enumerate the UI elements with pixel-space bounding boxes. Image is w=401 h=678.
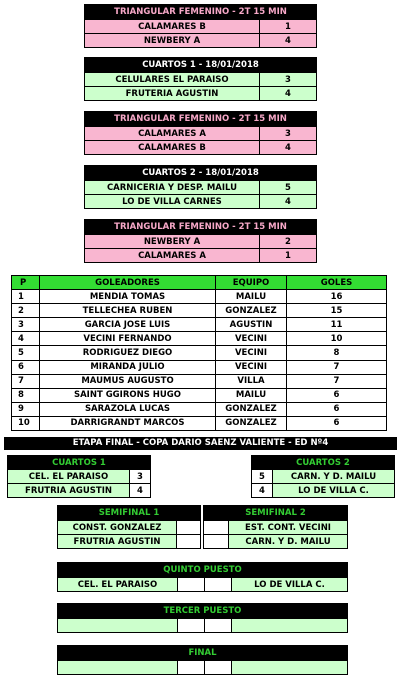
pos-cell: 4 — [12, 332, 40, 346]
team-cell: VILLA — [216, 374, 287, 388]
team-name: NEWBERY A — [85, 235, 260, 248]
match-title: TRIANGULAR FEMENINO - 2T 15 MIN — [84, 111, 317, 127]
pos-cell: 7 — [12, 374, 40, 388]
match-card — [84, 165, 317, 209]
table-row — [12, 346, 387, 360]
bracket-title: SEMIFINAL 2 — [203, 505, 348, 521]
team-score: 5 — [285, 182, 291, 193]
pos-cell: 10 — [12, 416, 40, 430]
name-cell: MIRANDA JULIO — [40, 360, 216, 374]
team-name: EST. CONT. VECINI — [245, 522, 331, 533]
pos-cell: 5 — [12, 346, 40, 360]
goals-cell: 16 — [287, 290, 387, 304]
team-score: 1 — [285, 250, 291, 261]
name-cell: SARAZOLA LUCAS — [40, 402, 216, 416]
bracket-title: TERCER PUESTO — [57, 603, 348, 619]
col-header-team: EQUIPO — [216, 276, 287, 290]
table-row — [12, 402, 387, 416]
team-cell: VECINI — [216, 346, 287, 360]
name-cell: RODRIGUEZ DIEGO — [40, 346, 216, 360]
bracket-title: CUARTOS 2 — [251, 455, 395, 470]
table-row — [12, 416, 387, 430]
team-score: 4 — [285, 142, 291, 153]
bracket-cuartos-1 — [7, 455, 151, 498]
team-name: CALAMARES B — [85, 20, 260, 33]
match-card — [84, 111, 317, 155]
bracket-title: FINAL — [57, 645, 348, 661]
team-score: 3 — [130, 470, 150, 483]
goals-cell: 15 — [287, 304, 387, 318]
match-title: CUARTOS 2 - 18/01/2018 — [84, 165, 317, 181]
team-name: CONST. GONZALEZ — [58, 521, 177, 534]
team-score: 3 — [285, 74, 291, 85]
table-row — [12, 318, 387, 332]
team-cell: GONZALEZ — [216, 416, 287, 430]
team-score — [205, 578, 232, 591]
team-cell: AGUSTIN — [216, 318, 287, 332]
team-name: FRUTERIA AGUSTIN — [85, 87, 260, 100]
team-name: LO DE VILLA C. — [298, 485, 369, 496]
table-row — [12, 290, 387, 304]
pos-cell: 9 — [12, 402, 40, 416]
goals-cell: 7 — [287, 374, 387, 388]
team-score: 4 — [285, 35, 291, 46]
bracket-tercer-puesto — [57, 603, 348, 633]
team-score: 4 — [252, 484, 273, 497]
table-row — [12, 360, 387, 374]
match-title: TRIANGULAR FEMENINO - 2T 15 MIN — [84, 219, 317, 235]
team-score — [177, 521, 200, 534]
team-name: CALAMARES B — [85, 141, 260, 154]
match-title: TRIANGULAR FEMENINO - 2T 15 MIN — [84, 4, 317, 20]
team-name: CALAMARES A — [85, 249, 260, 262]
match-card — [84, 219, 317, 263]
team-name: CARN. Y D. MAILU — [290, 471, 377, 482]
goals-cell: 7 — [287, 360, 387, 374]
team-score — [178, 619, 205, 632]
bracket-quinto-puesto — [57, 562, 348, 592]
pos-cell: 2 — [12, 304, 40, 318]
table-row — [12, 332, 387, 346]
team-score — [205, 661, 232, 674]
pos-cell: 1 — [12, 290, 40, 304]
pos-cell: 8 — [12, 388, 40, 402]
team-score — [177, 535, 200, 548]
team-name: NEWBERY A — [85, 34, 260, 47]
match-card — [84, 4, 317, 48]
team-name — [58, 619, 178, 632]
name-cell: MENDIA TOMAS — [40, 290, 216, 304]
team-score — [178, 661, 205, 674]
team-name: CEL. EL PARAISO — [58, 578, 178, 591]
team-score: 5 — [252, 470, 273, 483]
team-name: CEL. EL PARAISO — [8, 470, 130, 483]
table-row — [12, 388, 387, 402]
name-cell: SAINT GGIRONS HUGO — [40, 388, 216, 402]
team-name — [232, 661, 347, 674]
name-cell: DARRIGRANDT MARCOS — [40, 416, 216, 430]
goals-cell: 8 — [287, 346, 387, 360]
team-name: CARNICERIA Y DESP. MAILU — [85, 181, 260, 194]
bracket-cuartos-2 — [251, 455, 395, 498]
team-name: CELULARES EL PARAISO — [85, 73, 260, 86]
goals-cell: 6 — [287, 402, 387, 416]
goals-cell: 6 — [287, 416, 387, 430]
team-name: FRUTRIA AGUSTIN — [8, 484, 130, 497]
team-score: 4 — [285, 88, 291, 99]
team-score — [178, 578, 205, 591]
table-row — [12, 304, 387, 318]
bracket-semifinal-1 — [57, 505, 201, 549]
bracket-title: SEMIFINAL 1 — [57, 505, 201, 521]
match-title: CUARTOS 1 - 18/01/2018 — [84, 57, 317, 73]
pos-cell: 6 — [12, 360, 40, 374]
team-cell: GONZALEZ — [216, 402, 287, 416]
goals-cell: 10 — [287, 332, 387, 346]
team-name: CARN. Y D. MAILU — [245, 536, 331, 547]
final-stage-title: ETAPA FINAL - COPA DARIO SAENZ VALIENTE - ED Nº4 — [4, 437, 397, 450]
team-score — [205, 619, 232, 632]
col-header-pos: P — [12, 276, 40, 290]
team-score: 1 — [285, 21, 291, 32]
bracket-semifinal-2 — [203, 505, 348, 549]
bracket-title: QUINTO PUESTO — [57, 562, 348, 578]
match-card — [84, 57, 317, 101]
col-header-goals: GOLES — [287, 276, 387, 290]
name-cell: VECINI FERNANDO — [40, 332, 216, 346]
team-cell: MAILU — [216, 290, 287, 304]
team-name: CALAMARES A — [85, 127, 260, 140]
team-score: 4 — [285, 196, 291, 207]
pos-cell: 3 — [12, 318, 40, 332]
team-name: LO DE VILLA CARNES — [85, 195, 260, 208]
team-cell: GONZALEZ — [216, 304, 287, 318]
bracket-title: CUARTOS 1 — [7, 455, 151, 470]
team-name — [58, 661, 178, 674]
team-score — [204, 535, 229, 548]
col-header-name: GOLEADORES — [40, 276, 216, 290]
bracket-final — [57, 645, 348, 675]
table-row — [12, 374, 387, 388]
team-score: 2 — [285, 236, 291, 247]
table-header-row — [12, 276, 387, 290]
team-cell: VECINI — [216, 332, 287, 346]
team-score: 3 — [285, 128, 291, 139]
team-cell: VECINI — [216, 360, 287, 374]
team-name — [232, 619, 347, 632]
team-cell: MAILU — [216, 388, 287, 402]
goals-cell: 6 — [287, 388, 387, 402]
team-score — [204, 521, 229, 534]
scorers-table — [11, 275, 387, 431]
name-cell: TELLECHEA RUBEN — [40, 304, 216, 318]
name-cell: MAUMUS AUGUSTO — [40, 374, 216, 388]
goals-cell: 11 — [287, 318, 387, 332]
name-cell: GARCIA JOSE LUIS — [40, 318, 216, 332]
team-score: 4 — [130, 484, 150, 497]
team-name: FRUTRIA AGUSTIN — [58, 535, 177, 548]
team-name: LO DE VILLA C. — [254, 579, 325, 590]
